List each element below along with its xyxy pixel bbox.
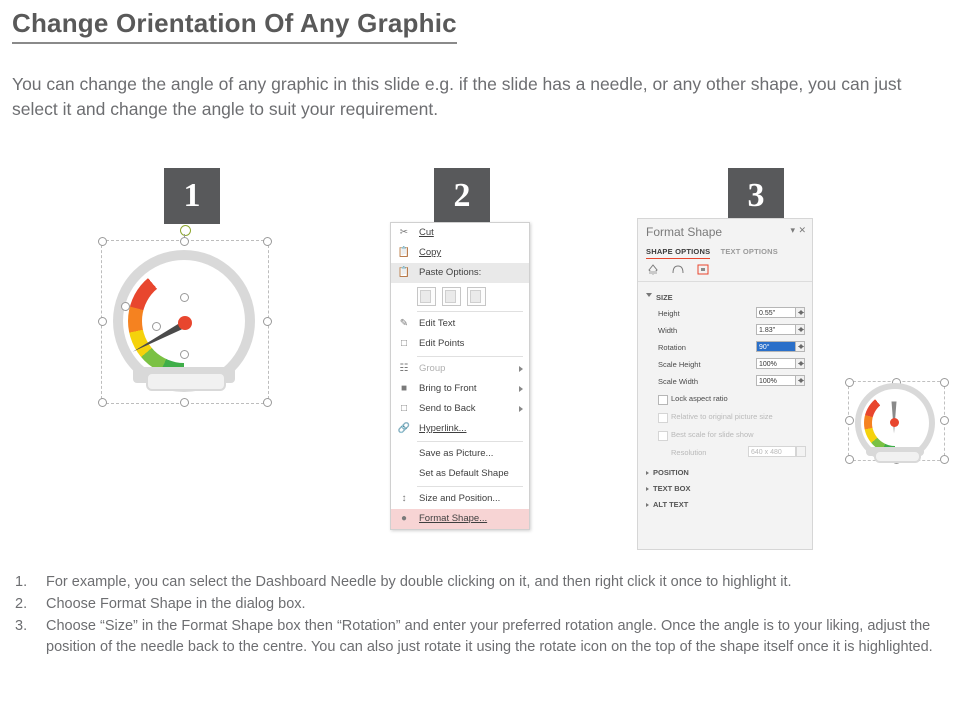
checkbox-lock-aspect-ratio[interactable] <box>658 395 668 405</box>
needle-handle-center[interactable] <box>152 322 161 331</box>
field-label-scale-width: Scale Width <box>658 377 699 386</box>
chevron-down-icon <box>646 293 652 299</box>
close-icon[interactable]: ✕ <box>798 225 806 235</box>
gauge-foot-2 <box>874 450 921 463</box>
needle-handle-1[interactable] <box>121 302 130 311</box>
paste-destination-theme-icon[interactable] <box>442 287 461 306</box>
stepper-rotation[interactable] <box>796 341 805 352</box>
menu-item-label: Group <box>419 363 446 374</box>
tab-text-options[interactable]: TEXT OPTIONS <box>720 247 778 256</box>
checkbox-label-best-scale-slideshow: Best scale for slide show <box>671 430 754 439</box>
resize-handle-nw[interactable] <box>98 237 107 246</box>
effects-icon[interactable] <box>671 263 685 276</box>
stepper-width[interactable] <box>796 324 805 335</box>
section-text-box[interactable] <box>646 484 691 493</box>
menu-item-set-default-shape[interactable] <box>391 464 529 484</box>
list-item <box>12 572 948 593</box>
menu-item-label: Bring to Front <box>419 383 477 394</box>
menu-item-label: Copy <box>419 247 442 258</box>
section-label: TEXT BOX <box>653 484 691 493</box>
pane-toolbar[interactable] <box>646 263 710 276</box>
chevron-right-icon <box>646 487 649 491</box>
section-size[interactable] <box>646 293 673 302</box>
paste-picture-icon[interactable] <box>467 287 486 306</box>
paste-options-row[interactable] <box>391 283 529 309</box>
pane-tabs[interactable] <box>646 247 778 256</box>
menu-item-format-shape[interactable] <box>391 509 529 529</box>
page-title: Change Orientation Of Any Graphic <box>12 8 457 44</box>
field-value-height[interactable]: 0.55" <box>756 307 796 318</box>
list-item-number: 1. <box>15 574 28 590</box>
list-item-text: For example, you can select the Dashboard Needle by double clicking on it, and then right click it once to highlight it. <box>46 574 792 590</box>
field-value-rotation[interactable]: 90° <box>756 341 796 352</box>
resize-handle-sw-small[interactable] <box>845 455 854 464</box>
field-value-scale-width[interactable]: 100% <box>756 375 796 386</box>
checkbox-label-relative-original-size: Relative to original picture size <box>671 412 773 421</box>
resize-handle-s[interactable] <box>180 398 189 407</box>
fill-icon[interactable] <box>646 263 660 276</box>
pane-title: Format Shape <box>646 225 723 239</box>
menu-item-edit-points[interactable] <box>391 334 529 354</box>
section-label: POSITION <box>653 468 689 477</box>
gauge-foot <box>146 372 226 391</box>
resize-handle-se[interactable] <box>263 398 272 407</box>
field-value-resolution: 640 x 480 <box>748 446 796 457</box>
edit-text-icon: ✎ <box>399 318 409 329</box>
resize-handle-w[interactable] <box>98 317 107 326</box>
gauge-hub-2 <box>890 418 899 427</box>
menu-item-save-as-picture[interactable] <box>391 444 529 464</box>
menu-item-send-to-back[interactable] <box>391 399 529 419</box>
menu-item-label: Format Shape... <box>419 513 488 524</box>
scissors-icon: ✂ <box>399 227 409 238</box>
field-label-height: Height <box>658 309 680 318</box>
format-shape-pane[interactable] <box>637 218 813 550</box>
section-label: ALT TEXT <box>653 500 689 509</box>
chevron-right-icon <box>646 471 649 475</box>
field-label-rotation: Rotation <box>658 343 686 352</box>
menu-item-label: Send to Back <box>419 403 476 414</box>
checkbox-relative-original-size <box>658 413 668 423</box>
size-properties-icon[interactable] <box>696 263 710 276</box>
list-item <box>12 616 948 658</box>
menu-separator <box>417 356 523 357</box>
list-item-number: 3. <box>15 618 28 634</box>
chevron-right-icon <box>519 386 523 392</box>
bring-front-icon: ■ <box>400 383 408 394</box>
chevron-right-icon <box>519 366 523 372</box>
resize-handle-n[interactable] <box>180 237 189 246</box>
section-position[interactable] <box>646 468 689 477</box>
menu-item-label: Paste Options: <box>419 267 482 278</box>
field-value-scale-height[interactable]: 100% <box>756 358 796 369</box>
edit-points-icon: □ <box>400 338 408 349</box>
menu-item-label: Cut <box>419 227 434 238</box>
menu-item-group <box>391 359 529 379</box>
checkbox-label-lock-aspect-ratio: Lock aspect ratio <box>671 394 728 403</box>
chevron-down-icon <box>796 446 806 457</box>
menu-item-label: Edit Text <box>419 318 456 329</box>
needle-handle-2[interactable] <box>180 293 189 302</box>
send-back-icon: □ <box>400 403 408 414</box>
resize-handle-ne-small[interactable] <box>940 378 949 387</box>
section-alt-text[interactable] <box>646 500 688 509</box>
field-label-width: Width <box>658 326 678 335</box>
resize-handle-ne[interactable] <box>263 237 272 246</box>
copy-icon: 📋 <box>397 247 411 258</box>
menu-item-hyperlink[interactable] <box>391 419 529 439</box>
group-icon: ☷ <box>399 363 409 374</box>
menu-separator <box>417 486 523 487</box>
chevron-down-icon[interactable]: ▾ <box>790 225 795 235</box>
context-menu[interactable] <box>390 222 530 530</box>
resize-handle-w-small[interactable] <box>845 416 854 425</box>
default-shape-icon <box>397 467 411 481</box>
resize-handle-nw-small[interactable] <box>845 378 854 387</box>
menu-item-label: Save as Picture... <box>419 448 494 459</box>
menu-item-paste-options[interactable] <box>391 263 529 283</box>
field-label-resolution: Resolution <box>671 448 707 457</box>
menu-item-copy[interactable] <box>391 243 529 263</box>
list-item-text: Choose Format Shape in the dialog box. <box>46 596 306 612</box>
resize-handle-se-small[interactable] <box>940 455 949 464</box>
list-item <box>12 594 948 615</box>
save-picture-icon <box>397 447 411 461</box>
pane-divider <box>638 281 812 282</box>
size-position-icon: ↕ <box>401 493 407 504</box>
menu-item-bring-to-front[interactable] <box>391 379 529 399</box>
list-item-text: Choose “Size” in the Format Shape box then “Rotation” and enter your preferred rotation angle. Once the angle is to your liking, adjust the position of the needle back to the centre. You can also just rotate it using the rotate icon on the top of the shape itself once it is highlighted. <box>46 618 933 655</box>
step-badge-1: 1 <box>164 168 220 224</box>
menu-separator <box>417 441 523 442</box>
menu-item-label: Size and Position... <box>419 493 501 504</box>
stepper-scale-width[interactable] <box>796 375 805 386</box>
list-item-number: 2. <box>15 596 28 612</box>
resize-handle-e-small[interactable] <box>940 416 949 425</box>
menu-item-cut[interactable] <box>391 223 529 243</box>
chevron-right-icon <box>519 406 523 412</box>
menu-item-label: Edit Points <box>419 338 465 349</box>
resize-handle-sw[interactable] <box>98 398 107 407</box>
step-badge-3: 3 <box>728 168 784 224</box>
section-label: SIZE <box>656 293 673 302</box>
step-badge-2: 2 <box>434 168 490 224</box>
format-shape-icon: ● <box>400 513 408 524</box>
menu-item-edit-text[interactable] <box>391 314 529 334</box>
field-value-width[interactable]: 1.83" <box>756 324 796 335</box>
needle-handle-3[interactable] <box>180 350 189 359</box>
stepper-scale-height[interactable] <box>796 358 805 369</box>
menu-separator <box>417 311 523 312</box>
stepper-height[interactable] <box>796 307 805 318</box>
page-subtitle: You can change the angle of any graphic in this slide e.g. if the slide has a needle, or any other shape, you can just select it and change the angle to suit your requirement. <box>12 74 902 119</box>
checkbox-best-scale-slideshow <box>658 431 668 441</box>
rotate-handle-icon[interactable] <box>180 225 191 236</box>
field-label-scale-height: Scale Height <box>658 360 701 369</box>
menu-item-size-and-position[interactable] <box>391 489 529 509</box>
instruction-list <box>12 572 948 659</box>
tab-shape-options[interactable]: SHAPE OPTIONS <box>646 247 710 259</box>
menu-item-label: Set as Default Shape <box>419 468 509 479</box>
paste-keep-formatting-icon[interactable] <box>417 287 436 306</box>
gauge-hub <box>178 316 192 330</box>
paste-icon: 📋 <box>397 267 411 278</box>
hyperlink-icon: 🔗 <box>397 423 411 434</box>
resize-handle-e[interactable] <box>263 317 272 326</box>
chevron-right-icon <box>646 503 649 507</box>
menu-item-label: Hyperlink... <box>419 423 467 434</box>
